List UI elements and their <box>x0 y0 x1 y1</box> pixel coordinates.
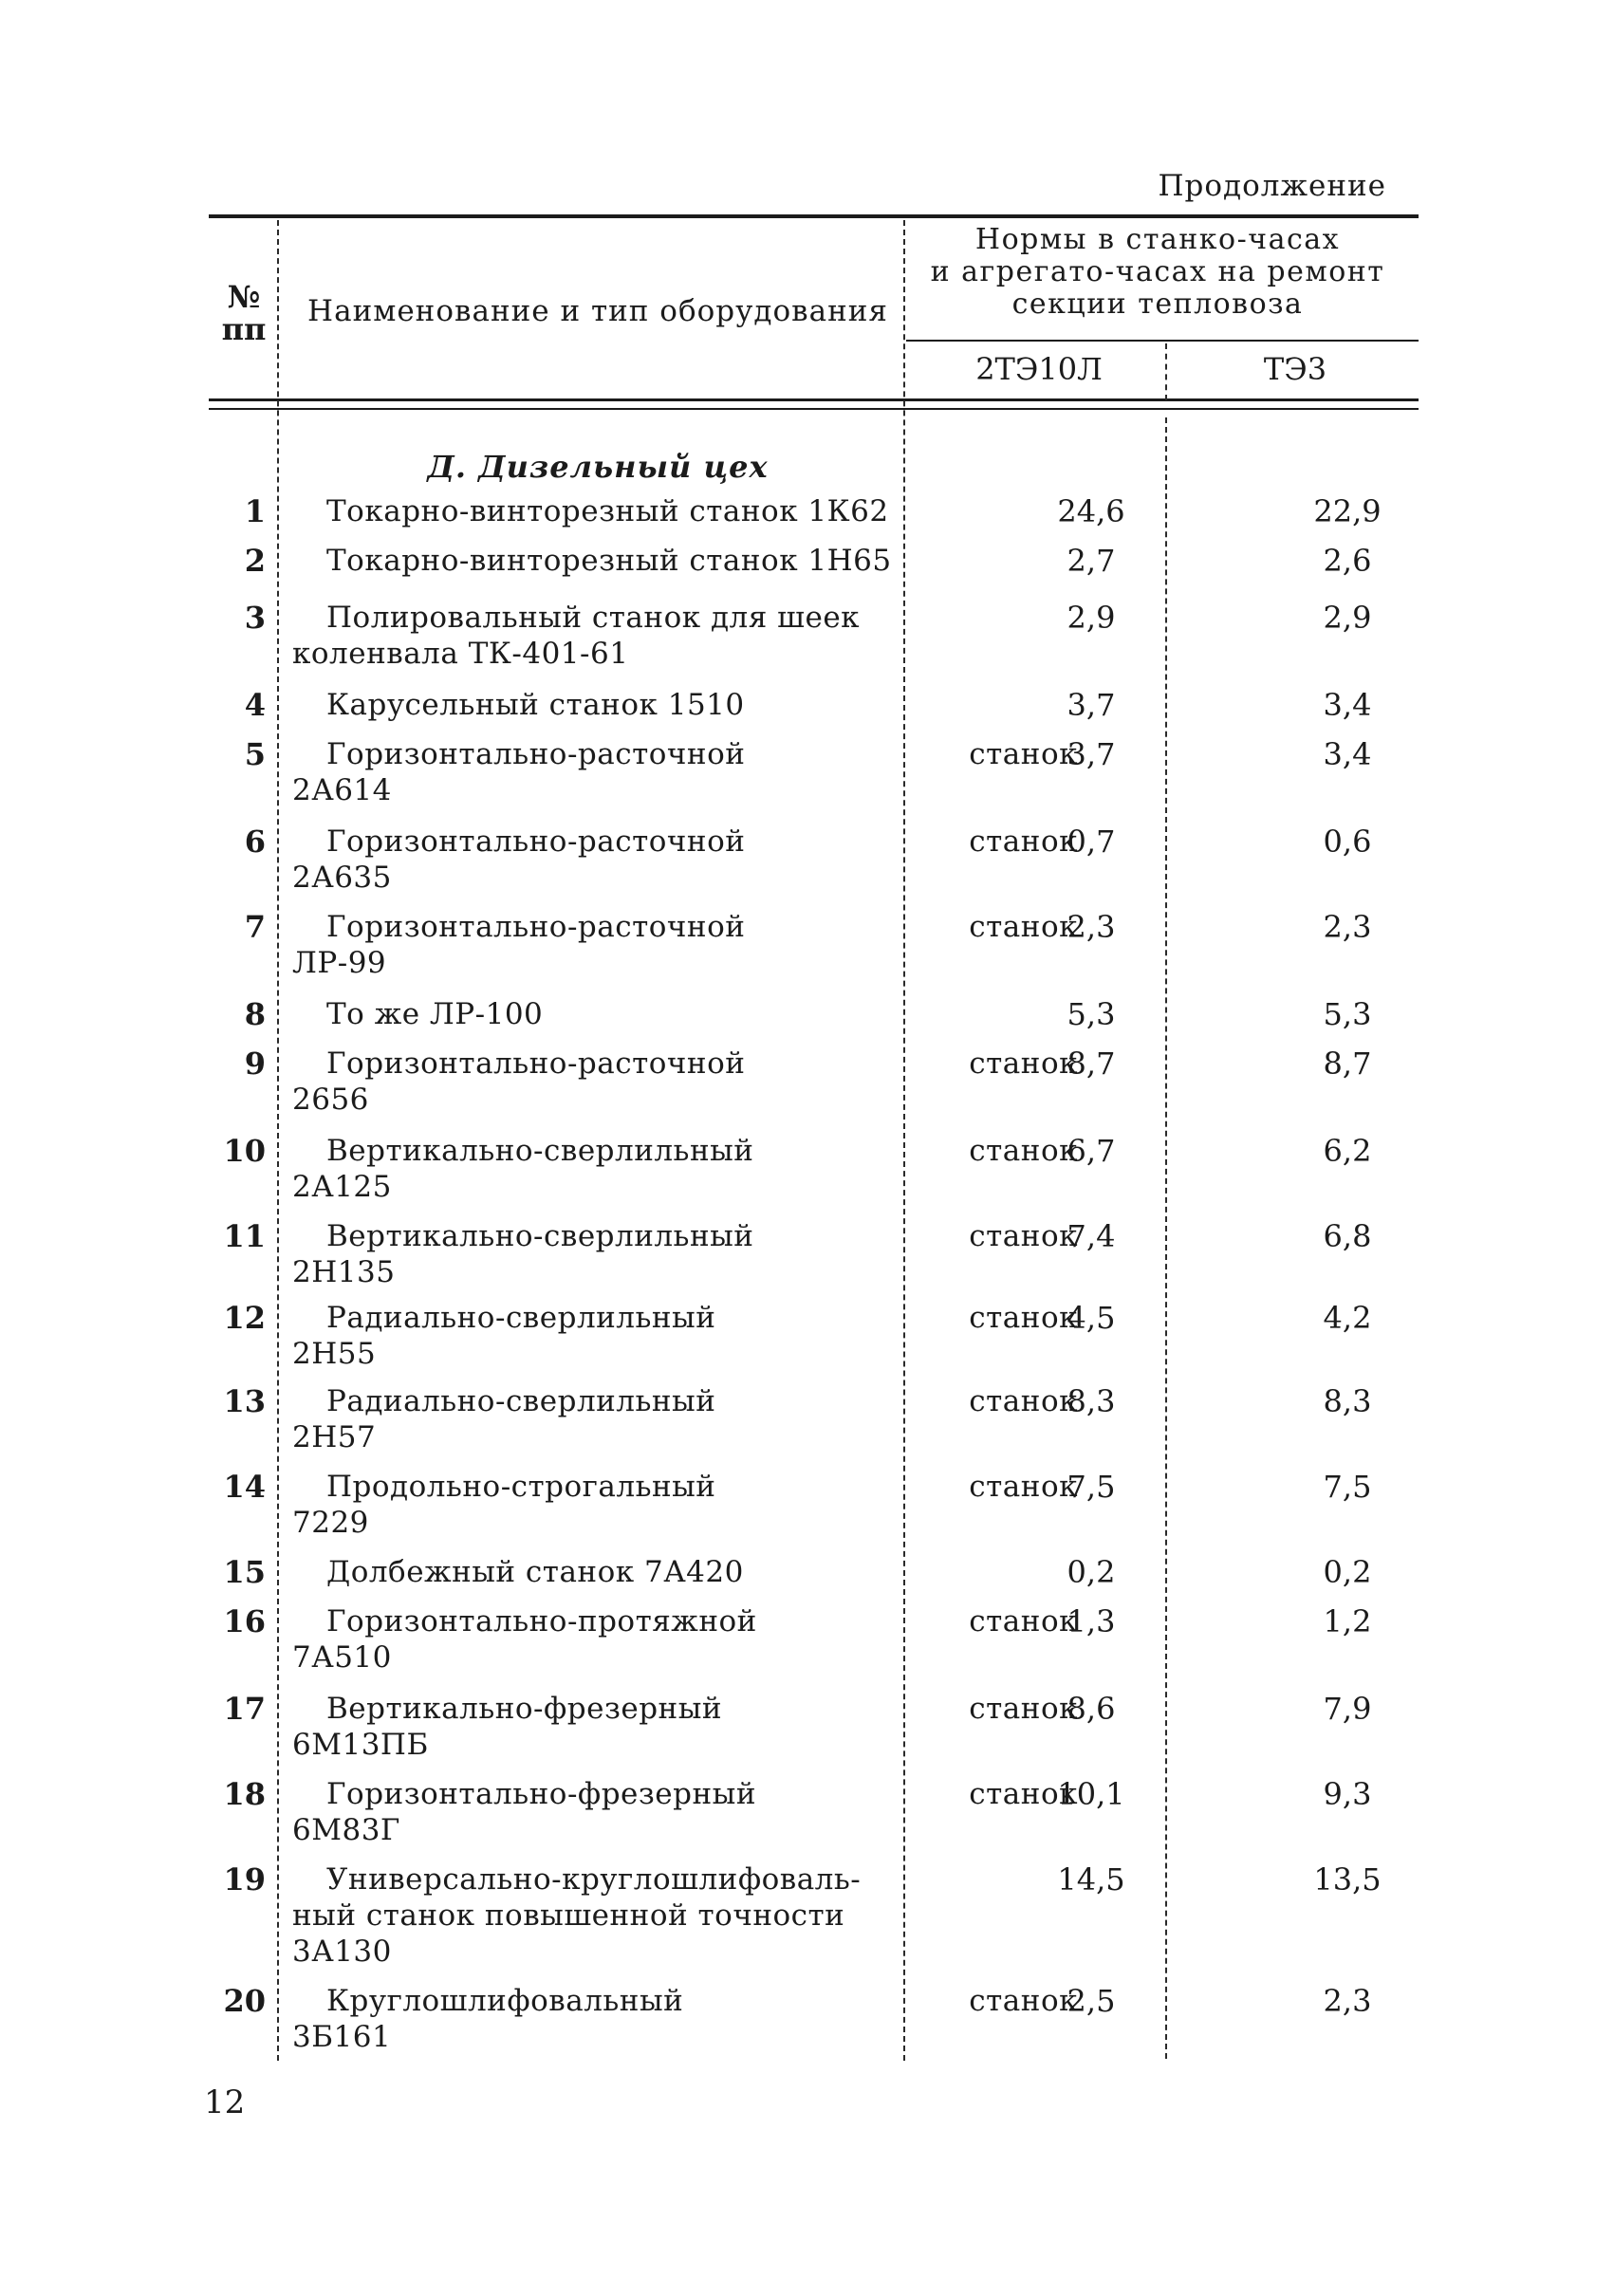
section-title: Д. Дизельный цех <box>427 449 769 485</box>
row-name-part: Горизонтально-расточной <box>326 910 746 944</box>
row-number: 18 <box>223 1776 266 1812</box>
row-value-te3: 3,4 <box>1323 736 1372 772</box>
row-equipment-name <box>292 1469 1078 1541</box>
row-name-line-1 <box>326 909 1078 945</box>
row-number: 11 <box>223 1218 266 1254</box>
row-value-2te10l: 8,6 <box>1067 1691 1116 1727</box>
header-number: № пп <box>221 279 267 347</box>
row-name-part: станок <box>969 1046 1078 1081</box>
row-name-part: станок <box>969 1692 1078 1726</box>
row-equipment-name <box>292 1554 1078 1590</box>
row-value-2te10l: 2,9 <box>1067 600 1116 636</box>
row-name-line-1 <box>326 824 1078 860</box>
row-name-line-1: Токарно-винторезный станок 1К62 <box>326 494 889 528</box>
row-value-2te10l: 8,3 <box>1067 1383 1116 1419</box>
row-value-te3: 2,3 <box>1323 1983 1372 2019</box>
row-name-part: Радиально-сверлильный <box>326 1301 716 1335</box>
row-value-2te10l: 5,3 <box>1067 996 1116 1032</box>
row-value-te3: 6,8 <box>1323 1218 1372 1254</box>
row-number: 14 <box>223 1469 266 1505</box>
row-number: 1 <box>244 493 266 529</box>
row-name-line-2: 2Н57 <box>292 1420 377 1454</box>
row-name-line-1: Универсально-круглошлифоваль- <box>326 1862 862 1897</box>
header-bottom-rule <box>209 398 1419 401</box>
row-name-part: Вертикально-сверлильный <box>326 1134 754 1168</box>
row-name-part: Горизонтально-фрезерный <box>326 1777 756 1811</box>
row-value-2te10l: 2,7 <box>1067 543 1116 579</box>
row-value-te3: 13,5 <box>1313 1861 1382 1898</box>
row-value-te3: 9,3 <box>1323 1776 1372 1812</box>
row-value-te3: 22,9 <box>1313 493 1382 529</box>
row-equipment-name <box>292 909 1078 981</box>
row-value-2te10l: 6,7 <box>1067 1133 1116 1169</box>
row-equipment-name <box>292 1983 1078 2055</box>
row-number: 19 <box>223 1861 266 1898</box>
row-name-part: Горизонтально-расточной <box>326 824 746 859</box>
row-number: 16 <box>223 1603 266 1639</box>
column-divider-1 <box>277 220 279 2061</box>
row-equipment-name <box>292 1300 1078 1372</box>
row-name-line-1 <box>326 1133 1078 1169</box>
row-equipment-name <box>292 1776 1078 1848</box>
row-name-part: станок <box>969 1777 1078 1811</box>
row-value-2te10l: 3,7 <box>1067 736 1116 772</box>
row-name-part: станок <box>969 1604 1078 1639</box>
row-equipment-name <box>292 996 1078 1032</box>
row-number: 2 <box>244 543 266 579</box>
row-value-2te10l: 10,1 <box>1057 1776 1125 1812</box>
row-name-line-1 <box>326 736 1078 772</box>
row-name-line-1 <box>326 1983 1078 2019</box>
row-number: 12 <box>223 1300 266 1336</box>
table-top-rule <box>209 214 1419 218</box>
row-equipment-name <box>292 1218 1078 1290</box>
row-value-2te10l: 2,3 <box>1067 909 1116 945</box>
header-column-te3: ТЭ3 <box>1263 351 1327 387</box>
row-name-part: Горизонтально-расточной <box>326 737 746 771</box>
row-equipment-name <box>292 543 1078 579</box>
row-value-te3: 8,3 <box>1323 1383 1372 1419</box>
row-name-line-2: 2Н135 <box>292 1255 396 1289</box>
row-name-part: Горизонтально-расточной <box>326 1046 746 1081</box>
row-name-part: станок <box>969 1219 1078 1253</box>
row-value-te3: 6,2 <box>1323 1133 1372 1169</box>
row-name-line-1: То же ЛР-100 <box>326 997 544 1031</box>
row-value-te3: 0,6 <box>1323 824 1372 860</box>
row-number: 3 <box>244 600 266 636</box>
row-number: 9 <box>244 1046 266 1082</box>
row-equipment-name <box>292 600 1078 672</box>
row-equipment-name <box>292 824 1078 896</box>
row-number: 20 <box>223 1983 266 2019</box>
header-norms: Нормы в станко-часах и агрегато-часах на ремонт секции тепловоза <box>930 223 1385 321</box>
row-name-line-2: 7А510 <box>292 1640 392 1675</box>
row-equipment-name <box>292 1383 1078 1455</box>
row-equipment-name <box>292 1861 1078 1970</box>
row-name-part: станок <box>969 1301 1078 1335</box>
row-value-te3: 5,3 <box>1323 996 1372 1032</box>
row-value-te3: 0,2 <box>1323 1554 1372 1590</box>
row-name-line-1 <box>326 1383 1078 1419</box>
row-name-line-2: 3Б161 <box>292 2020 392 2054</box>
row-value-te3: 2,9 <box>1323 600 1372 636</box>
row-number: 4 <box>244 687 266 723</box>
row-name-line-2: 6М13ПБ <box>292 1728 429 1762</box>
row-value-2te10l: 4,5 <box>1067 1300 1116 1336</box>
row-name-part: Радиально-сверлильный <box>326 1384 716 1418</box>
row-name-line-1: Долбежный станок 7А420 <box>326 1555 744 1589</box>
row-name-part: станок <box>969 910 1078 944</box>
row-equipment-name <box>292 1603 1078 1676</box>
row-value-te3: 3,4 <box>1323 687 1372 723</box>
row-name-line-1 <box>326 1776 1078 1812</box>
row-value-te3: 1,2 <box>1323 1603 1372 1639</box>
row-value-te3: 7,5 <box>1323 1469 1372 1505</box>
row-name-line-2: 7229 <box>292 1506 369 1540</box>
continued-label: Продолжение <box>1158 169 1386 203</box>
row-equipment-name <box>292 1691 1078 1763</box>
row-name-line-1: Полировальный станок для шеек <box>326 601 861 635</box>
row-equipment-name <box>292 687 1078 723</box>
row-name-line-2: 2А614 <box>292 773 392 807</box>
row-value-2te10l: 14,5 <box>1057 1861 1125 1898</box>
row-name-part: Вертикально-фрезерный <box>326 1692 723 1726</box>
row-value-2te10l: 7,4 <box>1067 1218 1116 1254</box>
row-name-line-2: 2А125 <box>292 1170 392 1204</box>
row-value-2te10l: 8,7 <box>1067 1046 1116 1082</box>
row-value-te3: 4,2 <box>1323 1300 1372 1336</box>
header-column-2te10l: 2ТЭ10Л <box>975 351 1103 387</box>
row-equipment-name <box>292 1046 1078 1118</box>
row-name-line-2: 6М83Г <box>292 1813 400 1847</box>
row-name-part: станок <box>969 1134 1078 1168</box>
row-name-line-2: ный станок повышенной точности <box>292 1898 845 1933</box>
row-name-line-3: 3А130 <box>292 1935 392 1969</box>
row-name-line-2: 2656 <box>292 1083 369 1117</box>
row-number: 17 <box>223 1691 266 1727</box>
row-name-part: станок <box>969 824 1078 859</box>
row-equipment-name <box>292 1133 1078 1205</box>
row-number: 15 <box>223 1554 266 1590</box>
norms-divider-rule <box>906 340 1419 342</box>
row-name-line-1 <box>326 1218 1078 1254</box>
row-number: 7 <box>244 909 266 945</box>
row-value-2te10l: 1,3 <box>1067 1603 1116 1639</box>
row-value-te3: 8,7 <box>1323 1046 1372 1082</box>
row-name-line-2: 2А635 <box>292 861 392 895</box>
row-number: 5 <box>244 736 266 772</box>
row-value-2te10l: 0,7 <box>1067 824 1116 860</box>
row-name-line-2: 2Н55 <box>292 1337 377 1371</box>
row-name-line-1 <box>326 1469 1078 1505</box>
row-name-part: станок <box>969 737 1078 771</box>
row-name-part: станок <box>969 1984 1078 2018</box>
row-name-line-1: Карусельный станок 1510 <box>326 688 745 722</box>
row-value-2te10l: 2,5 <box>1067 1983 1116 2019</box>
row-value-te3: 7,9 <box>1323 1691 1372 1727</box>
row-name-line-2: ЛР-99 <box>292 946 387 980</box>
header-bottom-rule-2 <box>209 408 1419 410</box>
page-number: 12 <box>204 2083 246 2121</box>
row-equipment-name <box>292 736 1078 808</box>
row-name-line-1 <box>326 1691 1078 1727</box>
row-number: 10 <box>223 1133 266 1169</box>
row-name-part: Вертикально-сверлильный <box>326 1219 754 1253</box>
row-name-line-2: коленвала ТК-401-61 <box>292 637 629 671</box>
row-name-part: станок <box>969 1470 1078 1504</box>
row-name-part: станок <box>969 1384 1078 1418</box>
row-value-te3: 2,6 <box>1323 543 1372 579</box>
row-number: 13 <box>223 1383 266 1419</box>
row-value-2te10l: 24,6 <box>1057 493 1125 529</box>
header-equipment-name: Наименование и тип оборудования <box>307 294 888 328</box>
row-value-te3: 2,3 <box>1323 909 1372 945</box>
row-equipment-name <box>292 493 1078 529</box>
row-value-2te10l: 7,5 <box>1067 1469 1116 1505</box>
row-value-2te10l: 0,2 <box>1067 1554 1116 1590</box>
row-name-line-1: Токарно-винторезный станок 1Н65 <box>326 544 892 578</box>
row-name-part: Горизонтально-протяжной <box>326 1604 757 1639</box>
row-name-part: Продольно-строгальный <box>326 1470 716 1504</box>
row-name-line-1 <box>326 1300 1078 1336</box>
row-number: 6 <box>244 824 266 860</box>
row-name-line-1 <box>326 1046 1078 1082</box>
row-name-part: Круглошлифовальный <box>326 1984 684 2018</box>
row-number: 8 <box>244 996 266 1032</box>
row-value-2te10l: 3,7 <box>1067 687 1116 723</box>
row-name-line-1 <box>326 1603 1078 1639</box>
